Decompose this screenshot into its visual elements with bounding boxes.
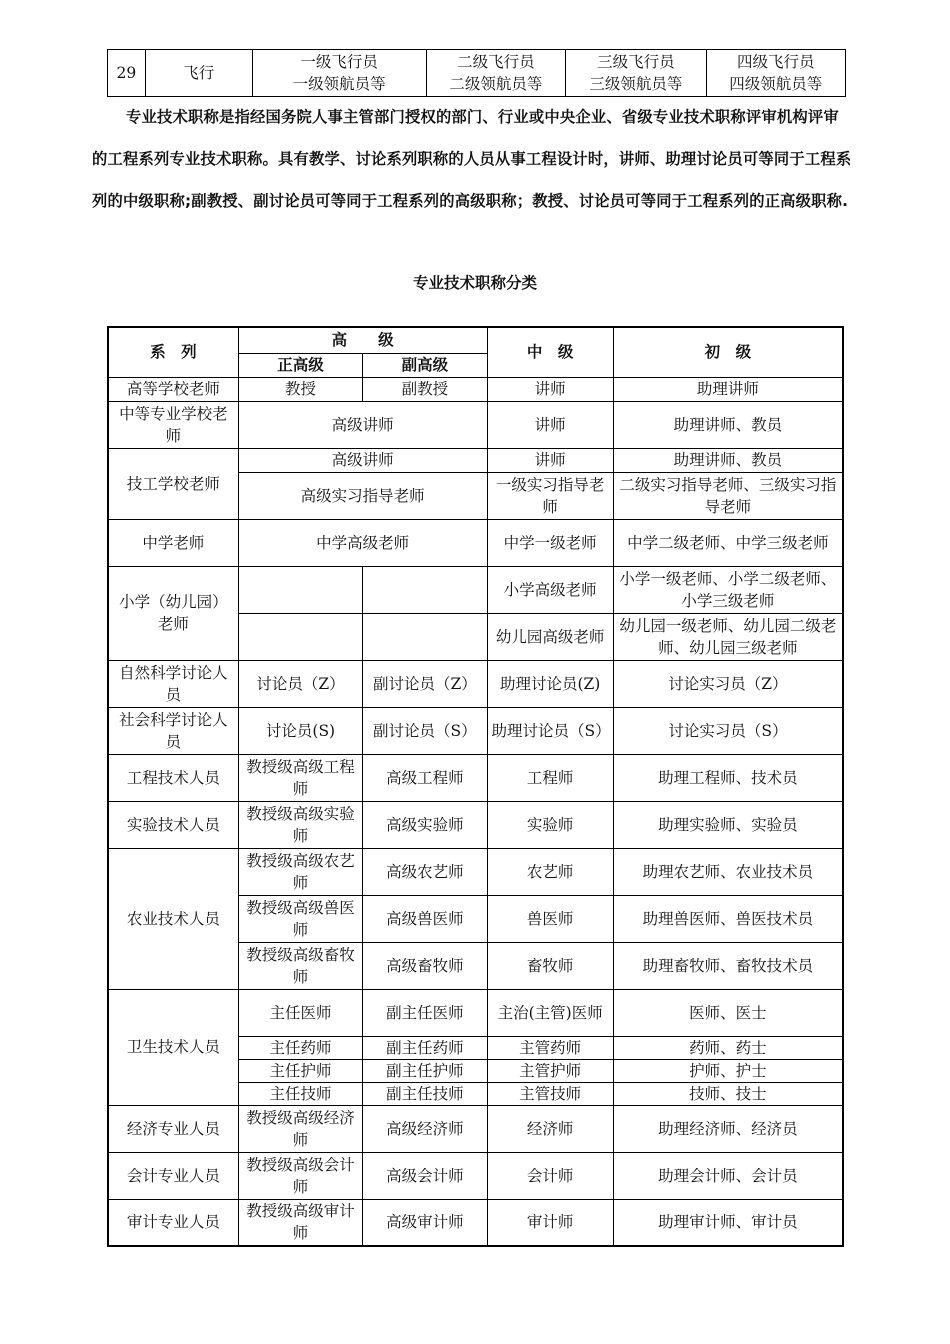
junior-cell: 助理畜牧师、畜牧技术员 [613, 942, 843, 989]
full-senior-cell: 教授级高级工程师 [238, 754, 362, 801]
series-cell: 社会科学讨论人员 [108, 707, 238, 754]
level-3-cell: 三级飞行员 三级领航员等 [566, 50, 706, 97]
table-row [108, 1152, 843, 1199]
definition-paragraph: 专业技术职称是指经国务院人事主管部门授权的部门、行业或中央企业、省级专业技术职称评审机构评审的工程系列专业技术职称。具有教学、讨论系列职称的人员从事工程设计时，讲师、助理讨论员可等同于工程系列的中级职称;副教授、副讨论员可等同于工程系列的高级职称；教授、讨论员可等同于工程系列的正高级职称. [92, 108, 852, 210]
deputy-senior-cell: 副教授 [363, 377, 487, 401]
series-cell: 小学（幼儿园）老师 [108, 566, 238, 660]
senior-cell: 高级讲师 [238, 401, 487, 448]
series-cell: 工程技术人员 [108, 754, 238, 801]
deputy-senior-cell: 高级工程师 [363, 754, 487, 801]
full-senior-cell: 讨论员(S) [238, 707, 362, 754]
senior-cell: 高级实习指导老师 [238, 472, 487, 519]
middle-cell: 实验师 [487, 801, 613, 848]
middle-cell: 讲师 [487, 401, 613, 448]
junior-cell: 药师、药士 [613, 1036, 843, 1059]
category-name: 飞行 [145, 50, 252, 97]
series-cell: 审计专业人员 [108, 1199, 238, 1246]
header-full-senior: 正高级 [238, 353, 362, 377]
deputy-senior-cell: 副讨论员（Z） [363, 660, 487, 707]
junior-cell: 助理会计师、会计员 [613, 1152, 843, 1199]
full-senior-cell: 主任护师 [238, 1059, 362, 1082]
junior-cell: 助理讲师、教员 [613, 448, 843, 472]
junior-cell: 助理工程师、技术员 [613, 754, 843, 801]
full-senior-cell: 教授 [238, 377, 362, 401]
full-senior-cell: 主任药师 [238, 1036, 362, 1059]
table-row [108, 801, 843, 848]
full-senior-cell: 主任医师 [238, 989, 362, 1036]
junior-cell: 助理实验师、实验员 [613, 801, 843, 848]
deputy-senior-cell: 高级兽医师 [363, 895, 487, 942]
row-number: 29 [108, 50, 146, 97]
header-junior: 初 级 [613, 327, 843, 377]
deputy-senior-cell: 副主任护师 [363, 1059, 487, 1082]
middle-cell: 小学高级老师 [487, 566, 613, 613]
middle-cell: 主管技师 [487, 1082, 613, 1105]
deputy-senior-cell: 高级会计师 [363, 1152, 487, 1199]
deputy-senior-cell: 副主任药师 [363, 1036, 487, 1059]
table-caption: 专业技术职称分类 [412, 274, 537, 292]
series-cell: 经济专业人员 [108, 1105, 238, 1152]
table-row [108, 401, 843, 448]
header-row [108, 327, 843, 353]
junior-cell: 二级实习指导老师、三级实习指导老师 [613, 472, 843, 519]
full-senior-cell: 教授级高级兽医师 [238, 895, 362, 942]
junior-cell: 助理审计师、审计员 [613, 1199, 843, 1246]
middle-cell: 会计师 [487, 1152, 613, 1199]
table-row [108, 754, 843, 801]
full-senior-cell: 教授级高级会计师 [238, 1152, 362, 1199]
junior-cell: 中学二级老师、中学三级老师 [613, 519, 843, 566]
junior-cell: 幼儿园一级老师、幼儿园二级老师、幼儿园三级老师 [613, 613, 843, 660]
senior-cell: 高级讲师 [238, 448, 487, 472]
full-senior-cell: 教授级高级农艺师 [238, 848, 362, 895]
middle-cell: 主治(主管)医师 [487, 989, 613, 1036]
deputy-senior-cell: 高级经济师 [363, 1105, 487, 1152]
deputy-senior-cell: 高级农艺师 [363, 848, 487, 895]
full-senior-cell: 教授级高级畜牧师 [238, 942, 362, 989]
middle-cell: 讲师 [487, 448, 613, 472]
junior-cell: 助理讲师、教员 [613, 401, 843, 448]
full-senior-cell: 教授级高级实验师 [238, 801, 362, 848]
senior-cell: 中学高级老师 [238, 519, 487, 566]
full-senior-cell: 教授级高级审计师 [238, 1199, 362, 1246]
junior-cell: 讨论实习员（Z） [613, 660, 843, 707]
table-row [108, 1199, 843, 1246]
deputy-senior-cell [363, 566, 487, 613]
junior-cell: 小学一级老师、小学二级老师、小学三级老师 [613, 566, 843, 613]
series-cell: 高等学校老师 [108, 377, 238, 401]
table-row [108, 1105, 843, 1152]
level-4-cell: 四级飞行员 四级领航员等 [706, 50, 845, 97]
middle-cell: 主管药师 [487, 1036, 613, 1059]
full-senior-cell [238, 566, 362, 613]
header-deputy-senior: 副高级 [363, 353, 487, 377]
table-row [108, 50, 846, 97]
table-row [108, 519, 843, 566]
junior-cell: 助理农艺师、农业技术员 [613, 848, 843, 895]
deputy-senior-cell: 高级审计师 [363, 1199, 487, 1246]
deputy-senior-cell: 高级实验师 [363, 801, 487, 848]
level-2-cell: 二级飞行员 二级领航员等 [426, 50, 565, 97]
middle-cell: 中学一级老师 [487, 519, 613, 566]
deputy-senior-cell: 副讨论员（S） [363, 707, 487, 754]
table-row [108, 989, 843, 1036]
title-classification-table [107, 326, 844, 1247]
middle-cell: 经济师 [487, 1105, 613, 1152]
header-middle: 中 级 [487, 327, 613, 377]
flight-rank-table [107, 49, 846, 97]
table-row [108, 377, 843, 401]
middle-cell: 幼儿园高级老师 [487, 613, 613, 660]
table-row [108, 848, 843, 895]
middle-cell: 讲师 [487, 377, 613, 401]
full-senior-cell: 主任技师 [238, 1082, 362, 1105]
full-senior-cell: 教授级高级经济师 [238, 1105, 362, 1152]
full-senior-cell [238, 613, 362, 660]
middle-cell: 工程师 [487, 754, 613, 801]
junior-cell: 医师、医士 [613, 989, 843, 1036]
junior-cell: 助理经济师、经济员 [613, 1105, 843, 1152]
series-cell: 会计专业人员 [108, 1152, 238, 1199]
series-cell: 中等专业学校老师 [108, 401, 238, 448]
series-cell: 自然科学讨论人员 [108, 660, 238, 707]
junior-cell: 护师、护士 [613, 1059, 843, 1082]
level-1-cell: 一级飞行员 一级领航员等 [252, 50, 426, 97]
middle-cell: 审计师 [487, 1199, 613, 1246]
header-senior: 高 级 [238, 327, 487, 353]
junior-cell: 技师、技士 [613, 1082, 843, 1105]
series-cell: 中学老师 [108, 519, 238, 566]
middle-cell: 农艺师 [487, 848, 613, 895]
header-series: 系 列 [108, 327, 238, 377]
junior-cell: 讨论实习员（S） [613, 707, 843, 754]
middle-cell: 助理讨论员（S） [487, 707, 613, 754]
table-row [108, 660, 843, 707]
series-cell: 农业技术人员 [108, 848, 238, 989]
deputy-senior-cell: 副主任医师 [363, 989, 487, 1036]
junior-cell: 助理讲师 [613, 377, 843, 401]
middle-cell: 兽医师 [487, 895, 613, 942]
deputy-senior-cell [363, 613, 487, 660]
deputy-senior-cell: 高级畜牧师 [363, 942, 487, 989]
full-senior-cell: 讨论员（Z） [238, 660, 362, 707]
junior-cell: 助理兽医师、兽医技术员 [613, 895, 843, 942]
series-cell: 技工学校老师 [108, 448, 238, 519]
series-cell: 卫生技术人员 [108, 989, 238, 1105]
middle-cell: 助理讨论员(Z) [487, 660, 613, 707]
middle-cell: 一级实习指导老师 [487, 472, 613, 519]
middle-cell: 畜牧师 [487, 942, 613, 989]
table-row [108, 707, 843, 754]
table-row [108, 566, 843, 613]
deputy-senior-cell: 副主任技师 [363, 1082, 487, 1105]
series-cell: 实验技术人员 [108, 801, 238, 848]
table-row [108, 448, 843, 472]
middle-cell: 主管护师 [487, 1059, 613, 1082]
